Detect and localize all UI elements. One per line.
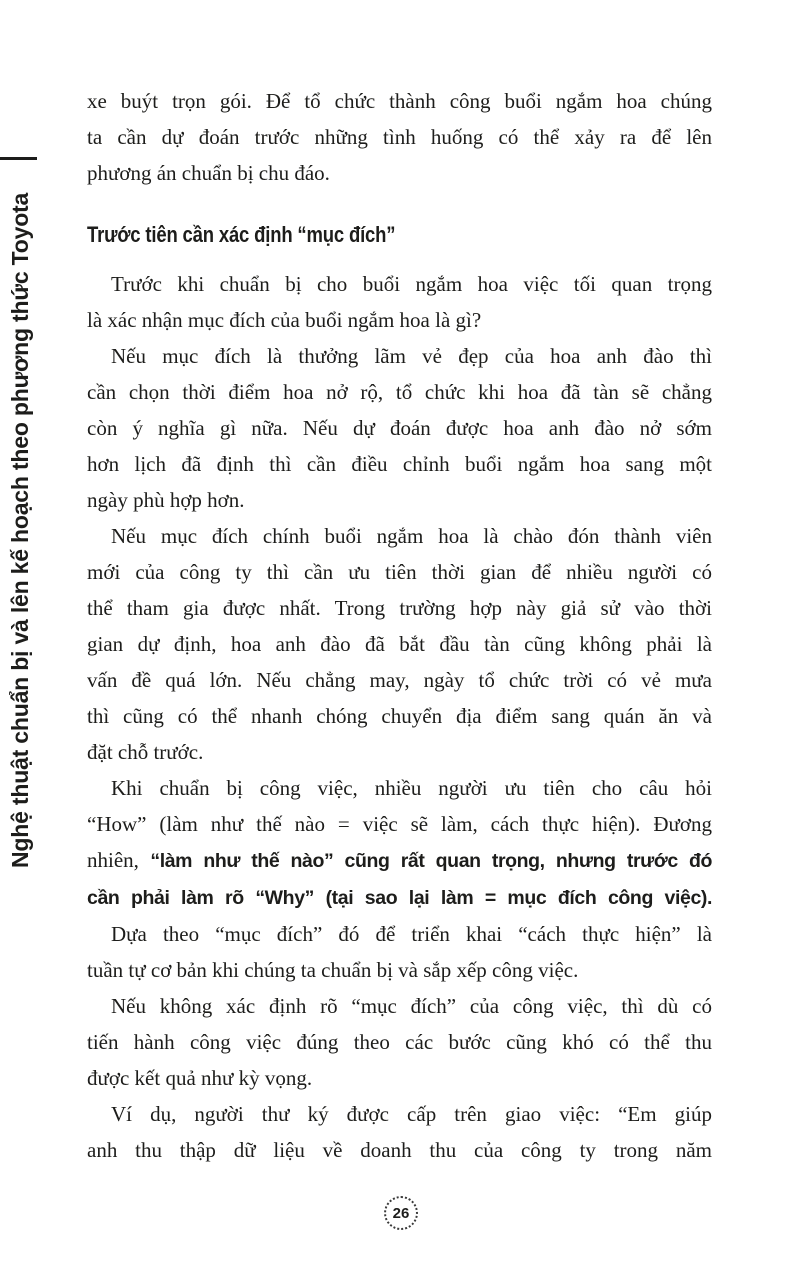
text-line [87,662,712,698]
text-line [87,590,712,626]
paragraph [87,1096,712,1168]
text-segment: là xác nhận mục đích của buổi ngắm hoa là gì? [87,308,482,332]
text-line [87,446,712,482]
text-segment: tuần tự cơ bản khi chúng ta chuẩn bị và sắp xếp công việc. [87,958,579,982]
page-number-badge [384,1196,418,1230]
text-segment: Nếu mục đích chính buổi ngắm hoa là chào đón thành viên [111,524,712,548]
text-line [87,482,712,518]
text-line [87,1132,712,1168]
text-line [87,518,712,554]
text-segment: “How” (làm như thế nào = việc sẽ làm, cách thực hiện). Đương [87,812,712,836]
paragraph [87,83,712,191]
body-text [87,83,712,1168]
text-line [87,698,712,734]
text-segment: được kết quả như kỳ vọng. [87,1066,313,1090]
text-segment: còn ý nghĩa gì nữa. Nếu dự đoán được hoa anh đào nở sớm [87,416,712,440]
paragraph [87,916,712,988]
text-line [87,770,712,806]
text-segment: ngày phù hợp hơn. [87,488,245,512]
text-segment: gian dự định, hoa anh đào đã bắt đầu tàn cũng không phải là [87,632,712,656]
text-line [87,952,712,988]
chapter-title-vertical: Nghệ thuật chuẩn bị và lên kế hoạch theo phương thức Toyota [7,192,33,868]
text-line [87,155,712,191]
text-line [87,374,712,410]
text-line [87,338,712,374]
text-segment: mới của công ty thì cần ưu tiên thời gian để nhiều người có [87,560,712,584]
text-segment: phương án chuẩn bị chu đáo. [87,161,330,185]
text-line [87,806,712,842]
text-line [87,554,712,590]
paragraph [87,770,712,916]
text-line [87,1060,712,1096]
text-segment: Dựa theo “mục đích” đó để triển khai “cách thực hiện” là [111,922,712,946]
text-line [87,1096,712,1132]
chapter-edge-rule [0,157,37,160]
text-line [87,988,712,1024]
text-segment: ta cần dự đoán trước những tình huống có thể xảy ra để lên [87,125,712,149]
text-segment: Nếu không xác định rõ “mục đích” của công việc, thì dù có [111,994,712,1018]
text-line [87,626,712,662]
text-line [87,734,712,770]
text-line [87,410,712,446]
text-segment: xe buýt trọn gói. Để tổ chức thành công buổi ngắm hoa chúng [87,89,712,113]
text-segment: Trước khi chuẩn bị cho buổi ngắm hoa việc tối quan trọng [111,272,712,296]
section-heading [87,217,712,253]
text-segment: thì cũng có thể nhanh chóng chuyển địa điểm sang quán ăn và [87,704,712,728]
text-segment: nhiên, [87,848,151,872]
paragraph [87,266,712,338]
text-line [87,119,712,155]
paragraph [87,988,712,1096]
text-line [87,1024,712,1060]
paragraph [87,518,712,770]
text-segment: cần chọn thời điểm hoa nở rộ, tổ chức khi hoa đã tàn sẽ chẳng [87,380,712,404]
text-line [87,879,712,916]
text-line [87,83,712,119]
text-line [87,302,712,338]
text-segment: vấn đề quá lớn. Nếu chẳng may, ngày tổ chức trời có vẻ mưa [87,668,712,692]
text-segment: anh thu thập dữ liệu về doanh thu của công ty trong năm [87,1138,712,1162]
section-heading-text: Trước tiên cần xác định “mục đích” [87,222,396,247]
page-number: 26 [392,1204,410,1222]
text-segment: Nếu mục đích là thưởng lãm vẻ đẹp của hoa anh đào thì [111,344,712,368]
text-segment: Khi chuẩn bị công việc, nhiều người ưu tiên cho câu hỏi [111,776,712,800]
text-segment: thể tham gia được nhất. Trong trường hợp này giả sử vào thời [87,596,712,620]
text-segment: tiến hành công việc đúng theo các bước cũng khó có thể thu [87,1030,712,1054]
paragraph [87,338,712,518]
text-line [87,916,712,952]
text-segment: đặt chỗ trước. [87,740,204,764]
text-segment: hơn lịch đã định thì cần điều chỉnh buổi ngắm hoa sang một [87,452,712,476]
text-segment: Ví dụ, người thư ký được cấp trên giao việc: “Em giúp [111,1102,712,1126]
bold-emphasis: cần phải làm rõ “Why” (tại sao lại làm = mục đích công việc). [87,887,712,909]
text-line [87,842,712,879]
text-line [87,266,712,302]
bold-emphasis: “làm như thế nào” cũng rất quan trọng, nhưng trước đó [150,850,713,872]
